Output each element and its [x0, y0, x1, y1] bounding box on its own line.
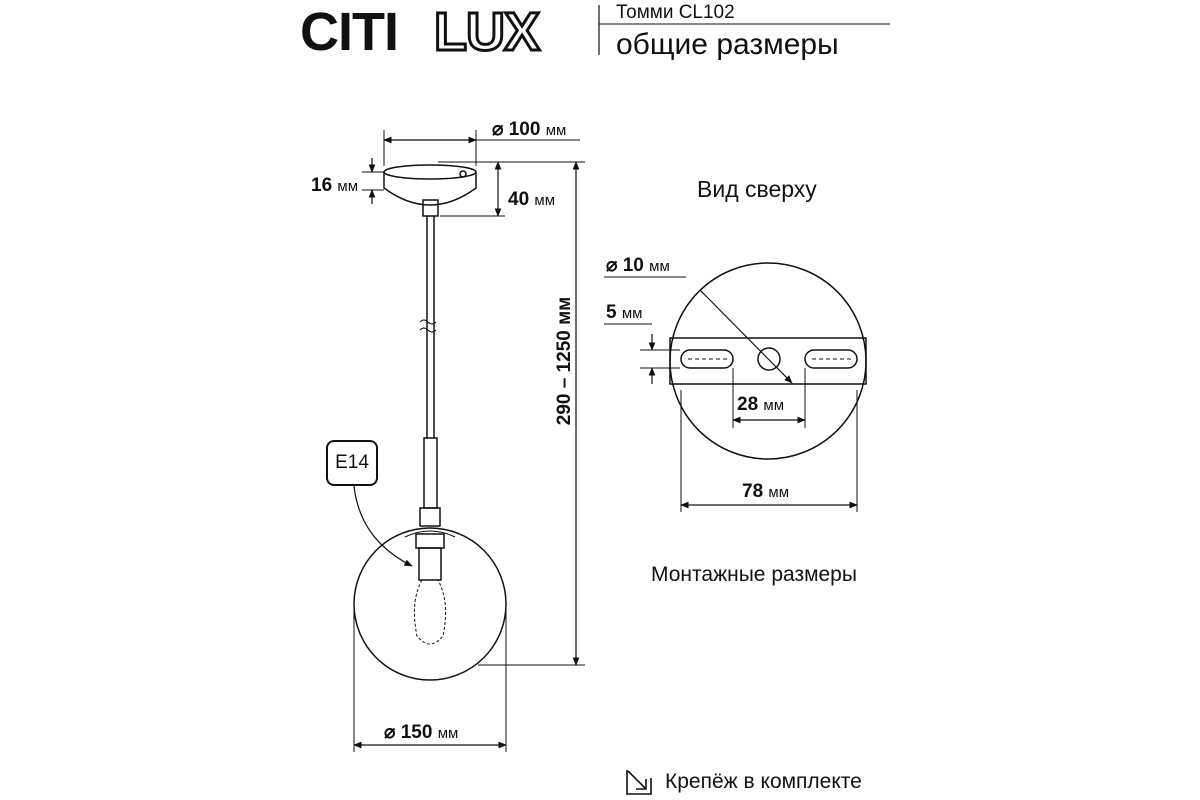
stem-tube: [424, 438, 437, 508]
mounting-plate-top-view: [670, 263, 866, 459]
arrow-in-box-icon: [627, 770, 651, 794]
lamp-socket-badge: E14: [326, 440, 378, 486]
model-name: Томми CL102: [616, 2, 735, 23]
socket-cap: [420, 508, 440, 526]
total-height-label: 290 – 1250 мм: [554, 296, 575, 426]
slot-width-label: 5 мм: [606, 302, 643, 323]
plate-diameter-label: 78 мм: [742, 481, 790, 502]
socket-body: [419, 548, 441, 580]
canopy-depth-label: 40 мм: [508, 189, 556, 210]
slot-spacing-label: 28 мм: [737, 394, 785, 415]
shade-diameter-label: ⌀ 150 мм: [384, 722, 459, 743]
section-title: общие размеры: [616, 28, 839, 61]
glass-sphere: [354, 528, 506, 680]
canopy-height-label: 16 мм: [311, 175, 359, 196]
canopy-diameter-label: ⌀ 100 мм: [492, 119, 567, 140]
svg-text:CITI: CITI: [300, 2, 398, 58]
cord: [420, 216, 436, 438]
hardware-included-label: Крепёж в комплекте: [665, 770, 862, 793]
bulb: [414, 580, 445, 644]
hole-diameter-label: ⌀ 10 мм: [606, 255, 670, 276]
svg-text:LUX: LUX: [434, 2, 539, 58]
mounting-bar: [670, 338, 866, 384]
top-view-label: Вид сверху: [697, 176, 817, 202]
lamp-socket: [416, 534, 444, 548]
cord-clamp: [423, 200, 438, 216]
canopy: [384, 165, 476, 205]
mounting-dimensions-label: Монтажные размеры: [651, 563, 857, 586]
